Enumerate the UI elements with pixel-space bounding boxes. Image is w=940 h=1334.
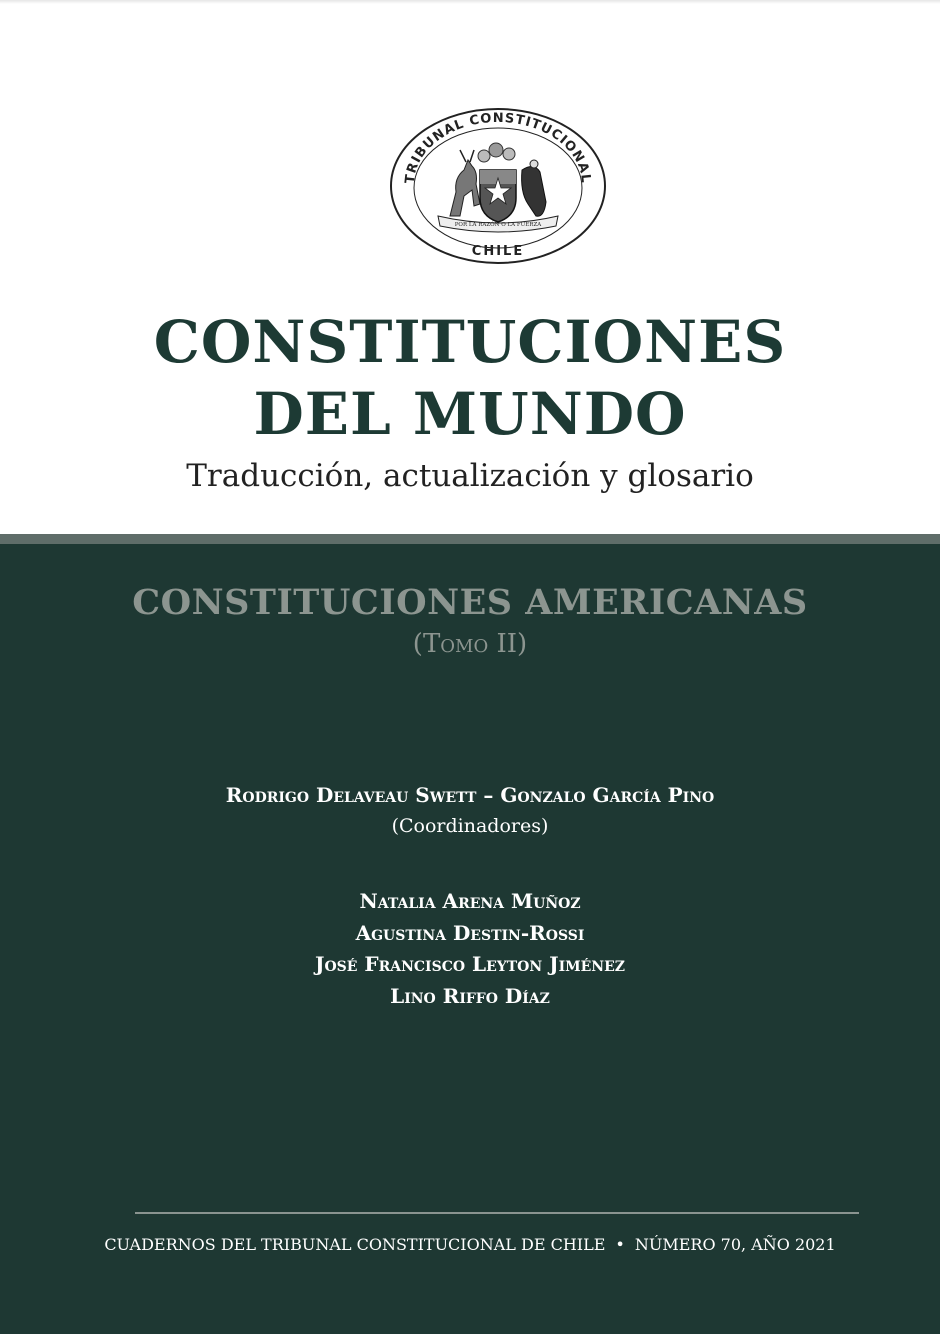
author-name: Natalia Arena Muñoz bbox=[359, 889, 581, 913]
seal-bottom-text: CHILE bbox=[471, 244, 525, 259]
authors-list bbox=[0, 886, 940, 1012]
tribunal-seal-logo bbox=[388, 106, 608, 266]
footer-rule bbox=[135, 1212, 859, 1214]
book-subtitle: Traducción, actualización y glosario bbox=[186, 458, 754, 494]
footer-collection: CUADERNOS DEL TRIBUNAL CONSTITUCIONAL DE CHILE bbox=[104, 1235, 606, 1254]
top-edge-shadow bbox=[0, 0, 940, 4]
series-title: CONSTITUCIONES AMERICANAS bbox=[132, 582, 808, 623]
author-name: José Francisco Leyton Jiménez bbox=[315, 952, 625, 976]
coordinators-role: (Coordinadores) bbox=[391, 815, 549, 837]
footer-separator: • bbox=[615, 1235, 625, 1254]
book-title-line-2: DEL MUNDO bbox=[253, 380, 687, 448]
divider-band bbox=[0, 534, 940, 544]
author-name: Agustina Destin-Rossi bbox=[355, 920, 585, 945]
footer-issue: NÚMERO 70, AÑO 2021 bbox=[634, 1235, 836, 1254]
coordinators-names: Rodrigo Delaveau Swett – Gonzalo García Pino bbox=[225, 783, 715, 807]
volume-label: (Tomo II) bbox=[412, 629, 528, 659]
seal-arc-text: TRIBUNAL CONSTITUCIONAL bbox=[402, 110, 594, 185]
footer-collection-line bbox=[0, 1231, 940, 1259]
book-title-line-1: CONSTITUCIONES bbox=[153, 308, 787, 376]
seal-motto: POR LA RAZÓN O LA FUERZA bbox=[454, 222, 542, 228]
author-name: Lino Riffo Díaz bbox=[390, 983, 550, 1008]
